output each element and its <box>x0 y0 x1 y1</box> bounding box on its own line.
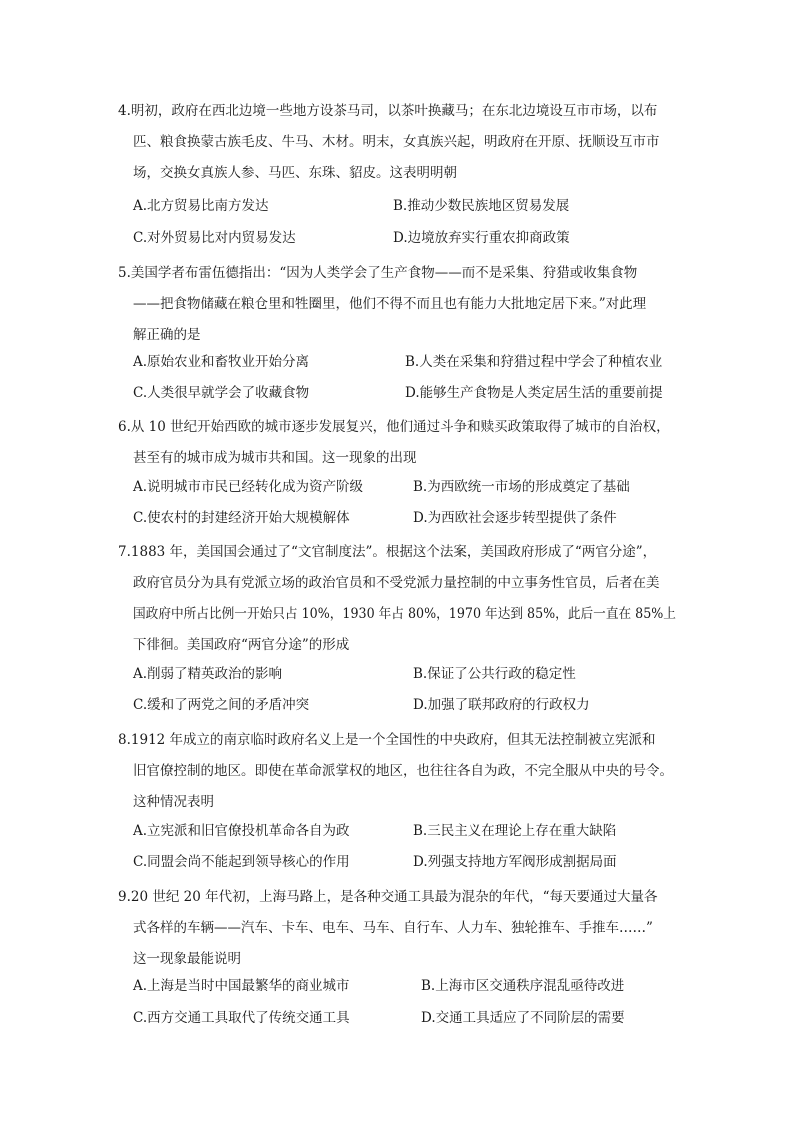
option-b[interactable]: B.三民主义在理论上存在重大缺陷 <box>413 823 617 839</box>
option-d[interactable]: D.列强支持地方军阀形成割据局面 <box>413 854 617 870</box>
option-a[interactable]: A.上海是当时中国最繁华的商业城市 <box>133 978 350 994</box>
option-c[interactable]: C.人类很早就学会了收藏食物 <box>133 385 310 401</box>
stem-line: 从 10 世纪开始西欧的城市逐步发展复兴，他们通过斗争和赎买政策取得了城市的自治权， <box>130 419 670 435</box>
option-b[interactable]: B.人类在采集和狩猎过程中学会了种植农业 <box>405 354 663 370</box>
stem-line: 1912 年成立的南京临时政府名义上是一个全国性的中央政府，但其无法控制被立宪派和 <box>130 732 656 748</box>
stem-line: 明初，政府在西北边境一些地方设茶马司，以茶叶换藏马；在东北边境设互市市场，以布 <box>130 103 658 119</box>
stem-line: 匹、粮食换蒙古族毛皮、牛马、木材。明末，女真族兴起，明政府在开原、抚顺设互市市 <box>133 134 660 150</box>
stem-line: 国政府中所占比例一开始只占 10%，1930 年占 80%，1970 年达到 85%，此后一直在 85%上 <box>133 606 676 622</box>
option-a[interactable]: A.北方贸易比南方发达 <box>133 198 269 214</box>
option-c[interactable]: C.对外贸易比对内贸易发达 <box>133 230 296 246</box>
question-number: 6. <box>118 419 131 435</box>
option-b[interactable]: B.为西欧统一市场的形成奠定了基础 <box>413 479 630 495</box>
stem-line: 旧官僚控制的地区。即使在革命派掌权的地区，也往往各自为政，不完全服从中央的号令。 <box>133 763 673 779</box>
option-d[interactable]: D.为西欧社会逐步转型提供了条件 <box>413 510 617 526</box>
question-number: 4. <box>118 103 131 119</box>
option-a[interactable]: A.削弱了精英政治的影响 <box>133 666 283 682</box>
option-d[interactable]: D.加强了联邦政府的行政权力 <box>413 697 590 713</box>
option-a[interactable]: A.立宪派和旧官僚投机革命各自为政 <box>133 823 350 839</box>
question-number: 7. <box>118 544 131 560</box>
stem-line: 下徘徊。美国政府“两官分途”的形成 <box>133 637 350 653</box>
option-a[interactable]: A.说明城市市民已经转化成为资产阶级 <box>133 479 364 495</box>
stem-line: 美国学者布雷伍德指出：“因为人类学会了生产食物——而不是采集、狩猎或收集食物 <box>130 265 638 281</box>
stem-line: 式各样的车辆——汽车、卡车、电车、马车、自行车、人力车、独轮推车、手推车……” <box>133 920 653 936</box>
question-number: 8. <box>118 732 131 748</box>
option-d[interactable]: D.边境放弃实行重农抑商政策 <box>393 230 570 246</box>
option-b[interactable]: B.保证了公共行政的稳定性 <box>413 666 576 682</box>
stem-line: 甚至有的城市成为城市共和国。这一现象的出现 <box>133 450 417 466</box>
option-b[interactable]: B.上海市区交通秩序混乱亟待改进 <box>421 978 625 994</box>
option-a[interactable]: A.原始农业和畜牧业开始分离 <box>133 354 310 370</box>
option-c[interactable]: C.使农村的封建经济开始大规模解体 <box>133 510 350 526</box>
question-number: 5. <box>118 265 131 281</box>
question-number: 9. <box>118 889 131 905</box>
stem-line: 政府官员分为具有党派立场的政治官员和不受党派力量控制的中立事务性官员，后者在美 <box>133 575 660 591</box>
stem-line: 场，交换女真族人参、马匹、东珠、貂皮。这表明明朝 <box>133 165 457 181</box>
stem-line: 这一现象最能说明 <box>133 951 241 967</box>
stem-line: 1883 年，美国国会通过了“文官制度法”。根据这个法案，美国政府形成了“两官分途”， <box>130 544 657 560</box>
stem-line: 解正确的是 <box>133 327 201 343</box>
stem-line: 20 世纪 20 年代初，上海马路上，是各种交通工具最为混杂的年代，“每天要通过大量各 <box>130 889 658 905</box>
option-c[interactable]: C.同盟会尚不能起到领导核心的作用 <box>133 854 350 870</box>
stem-line: ——把食物储藏在粮仓里和牲圈里，他们不得不而且也有能力大批地定居下来。”对此理 <box>133 296 647 312</box>
option-b[interactable]: B.推动少数民族地区贸易发展 <box>393 198 570 214</box>
stem-line: 这种情况表明 <box>133 794 214 810</box>
option-c[interactable]: C.缓和了两党之间的矛盾冲突 <box>133 697 310 713</box>
option-d[interactable]: D.能够生产食物是人类定居生活的重要前提 <box>405 385 663 401</box>
option-c[interactable]: C.西方交通工具取代了传统交通工具 <box>133 1010 350 1026</box>
option-d[interactable]: D.交通工具适应了不同阶层的需要 <box>421 1010 625 1026</box>
